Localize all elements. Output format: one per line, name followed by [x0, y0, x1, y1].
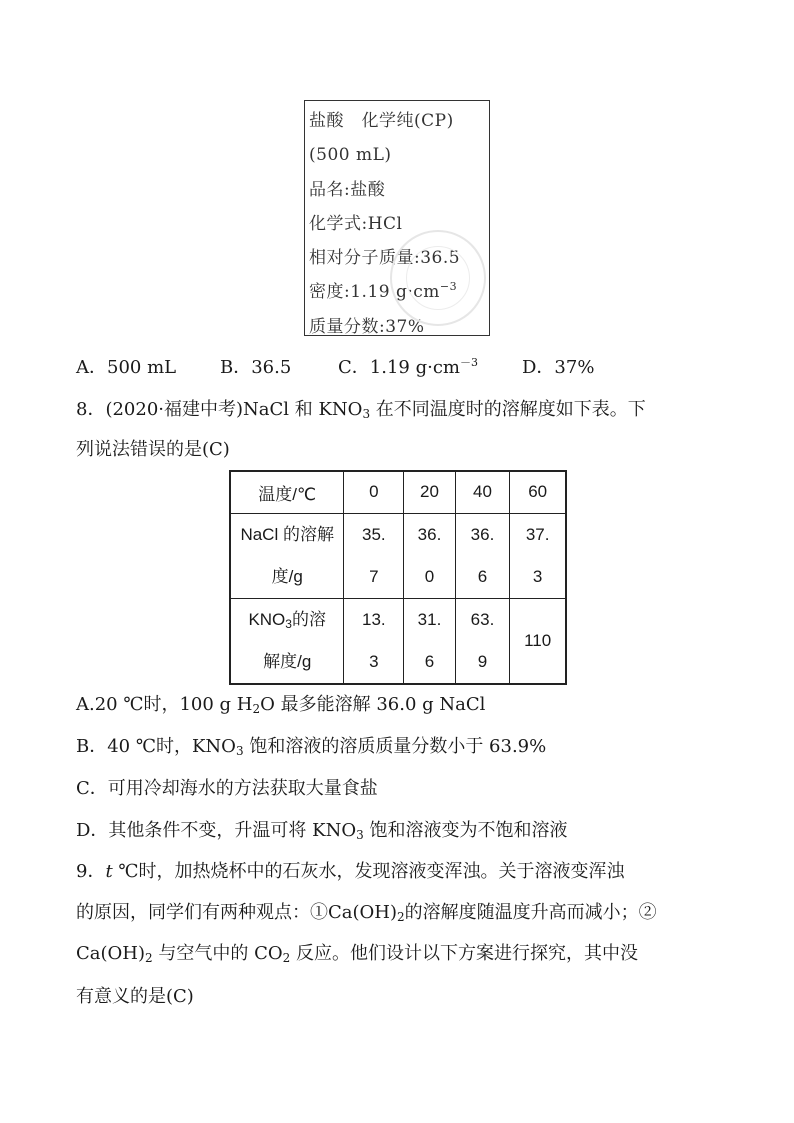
table-label-kno3 — [230, 598, 344, 684]
label-line-name: 品名:盐酸 — [309, 179, 386, 200]
kno3-label-line-2: 解度/g — [263, 651, 312, 671]
nacl-label-line-1: NaCl 的溶解 — [240, 524, 334, 544]
cell-line: 6 — [424, 651, 435, 671]
q9-l1-t: t — [105, 861, 113, 882]
cell-line: 63. — [470, 609, 495, 629]
q9-line-4: 有意义的是(C) — [76, 986, 194, 1007]
table-row-nacl — [230, 513, 566, 598]
q9-l1-text-b: ℃时，加热烧杯中的石灰水，发现溶液变浑浊。关于溶液变浑浊 — [112, 861, 625, 882]
label-line-formula: 化学式:HCl — [309, 213, 403, 234]
table-cell — [344, 513, 404, 598]
table-cell — [344, 598, 404, 684]
q8-option-b-sub: 3 — [235, 744, 244, 758]
table-cell: 110 — [510, 598, 566, 684]
kno3-label-sub: 3 — [285, 616, 292, 631]
nacl-label-line-2: 度/g — [271, 566, 303, 586]
label-density-text: 密度:1.19 g·cm — [309, 282, 440, 303]
q8-stem-sub: 3 — [362, 407, 371, 421]
cell-line: 3 — [369, 651, 379, 671]
q7-option-b[interactable]: B．36.5 — [220, 357, 292, 378]
q9-l2-sub: 2 — [397, 910, 405, 924]
q8-option-d-sub: 3 — [356, 828, 364, 842]
table-header-temperature: 温度/℃ — [230, 471, 344, 513]
q9-l2-text-a: 的原因，同学们有两种观点：①Ca(OH) — [76, 902, 398, 923]
label-line-title: 盐酸 化学纯(CP) — [309, 111, 454, 131]
table-cell — [455, 598, 510, 684]
cell-line: 3 — [532, 566, 543, 586]
cell-line: 7 — [369, 566, 379, 586]
kno3-label-text-b: 的溶 — [291, 609, 326, 629]
q9-l3-text-b: 与空气中的 CO — [152, 943, 283, 964]
q7-option-a[interactable]: A．500 mL — [76, 357, 177, 378]
q7-option-c-text: C．1.19 g·cm — [338, 357, 460, 378]
label-line-molar-mass: 相对分子质量:36.5 — [309, 248, 461, 269]
table-label-nacl — [230, 513, 344, 598]
q9-l2-text-b: 的溶解度随温度升高而减小；② — [404, 902, 657, 923]
q8-option-b-text-b: 饱和溶液的溶质质量分数小于 63.9% — [243, 736, 547, 757]
cell-line: 13. — [362, 609, 386, 629]
q7-option-c-exponent: －3 — [459, 356, 478, 369]
table-cell — [455, 513, 510, 598]
kno3-label-text-a: KNO — [248, 609, 286, 629]
table-cell — [404, 598, 455, 684]
q8-option-a-text-b: O 最多能溶解 36.0 g NaCl — [260, 694, 486, 715]
cell-line: 31. — [417, 609, 442, 629]
q8-option-b[interactable] — [76, 733, 546, 761]
label-line-mass-fraction: 质量分数:37% — [309, 316, 425, 337]
q8-option-d[interactable] — [76, 817, 567, 845]
label-density-exponent: −3 — [439, 280, 458, 294]
table-cell — [510, 513, 566, 598]
q8-stem-text-a: 8．(2020·福建中考)NaCl 和 KNO — [76, 399, 363, 420]
table-row-kno3 — [230, 598, 566, 684]
table-cell — [404, 513, 455, 598]
q8-option-a-sub: 2 — [252, 702, 261, 716]
q8-stem-line-1 — [76, 396, 646, 424]
q9-l3-text-c: 反应。他们设计以下方案进行探究，其中没 — [290, 943, 639, 964]
q8-stem-text-b: 在不同温度时的溶解度如下表。下 — [370, 399, 646, 420]
q9-line-2 — [76, 899, 657, 927]
q7-option-d[interactable]: D．37% — [522, 357, 595, 378]
cell-line: 36. — [470, 524, 495, 544]
q9-l1-text-a: 9． — [76, 861, 106, 882]
q8-option-b-text-a: B．40 ℃时，KNO — [76, 736, 236, 757]
cell-line: 37. — [525, 524, 550, 544]
q9-l3-sub-1: 2 — [145, 951, 153, 965]
cell-line: 36. — [417, 524, 442, 544]
label-line-volume: (500 mL) — [309, 145, 392, 166]
solubility-table — [229, 470, 567, 685]
kno3-label-line-1 — [231, 599, 343, 641]
cell-line: 0 — [424, 566, 435, 586]
q8-option-c[interactable]: C．可用冷却海水的方法获取大量食盐 — [76, 778, 378, 799]
table-header-col: 40 — [455, 471, 510, 513]
label-line-density — [309, 275, 489, 309]
table-header-col: 0 — [344, 471, 404, 513]
cell-line: 9 — [477, 651, 488, 671]
q7-option-c[interactable] — [338, 354, 478, 382]
reagent-label-box — [304, 100, 490, 336]
q8-stem-line-2: 列说法错误的是(C) — [76, 439, 230, 460]
q9-line-3 — [76, 940, 638, 968]
q9-line-1 — [76, 858, 625, 886]
q8-option-d-text-b: 饱和溶液变为不饱和溶液 — [363, 820, 568, 841]
cell-line: 6 — [477, 566, 488, 586]
table-header-col: 60 — [510, 471, 566, 513]
table-header-col: 20 — [404, 471, 455, 513]
q9-l3-sub-2: 2 — [282, 951, 291, 965]
q8-option-d-text-a: D．其他条件不变，升温可将 KNO — [76, 820, 357, 841]
q8-option-a[interactable] — [76, 691, 485, 719]
cell-line: 35. — [362, 524, 386, 544]
table-row-header — [230, 471, 566, 513]
q9-l3-text-a: Ca(OH) — [76, 943, 146, 964]
q8-option-a-text-a: A.20 ℃时，100 g H — [76, 694, 253, 715]
